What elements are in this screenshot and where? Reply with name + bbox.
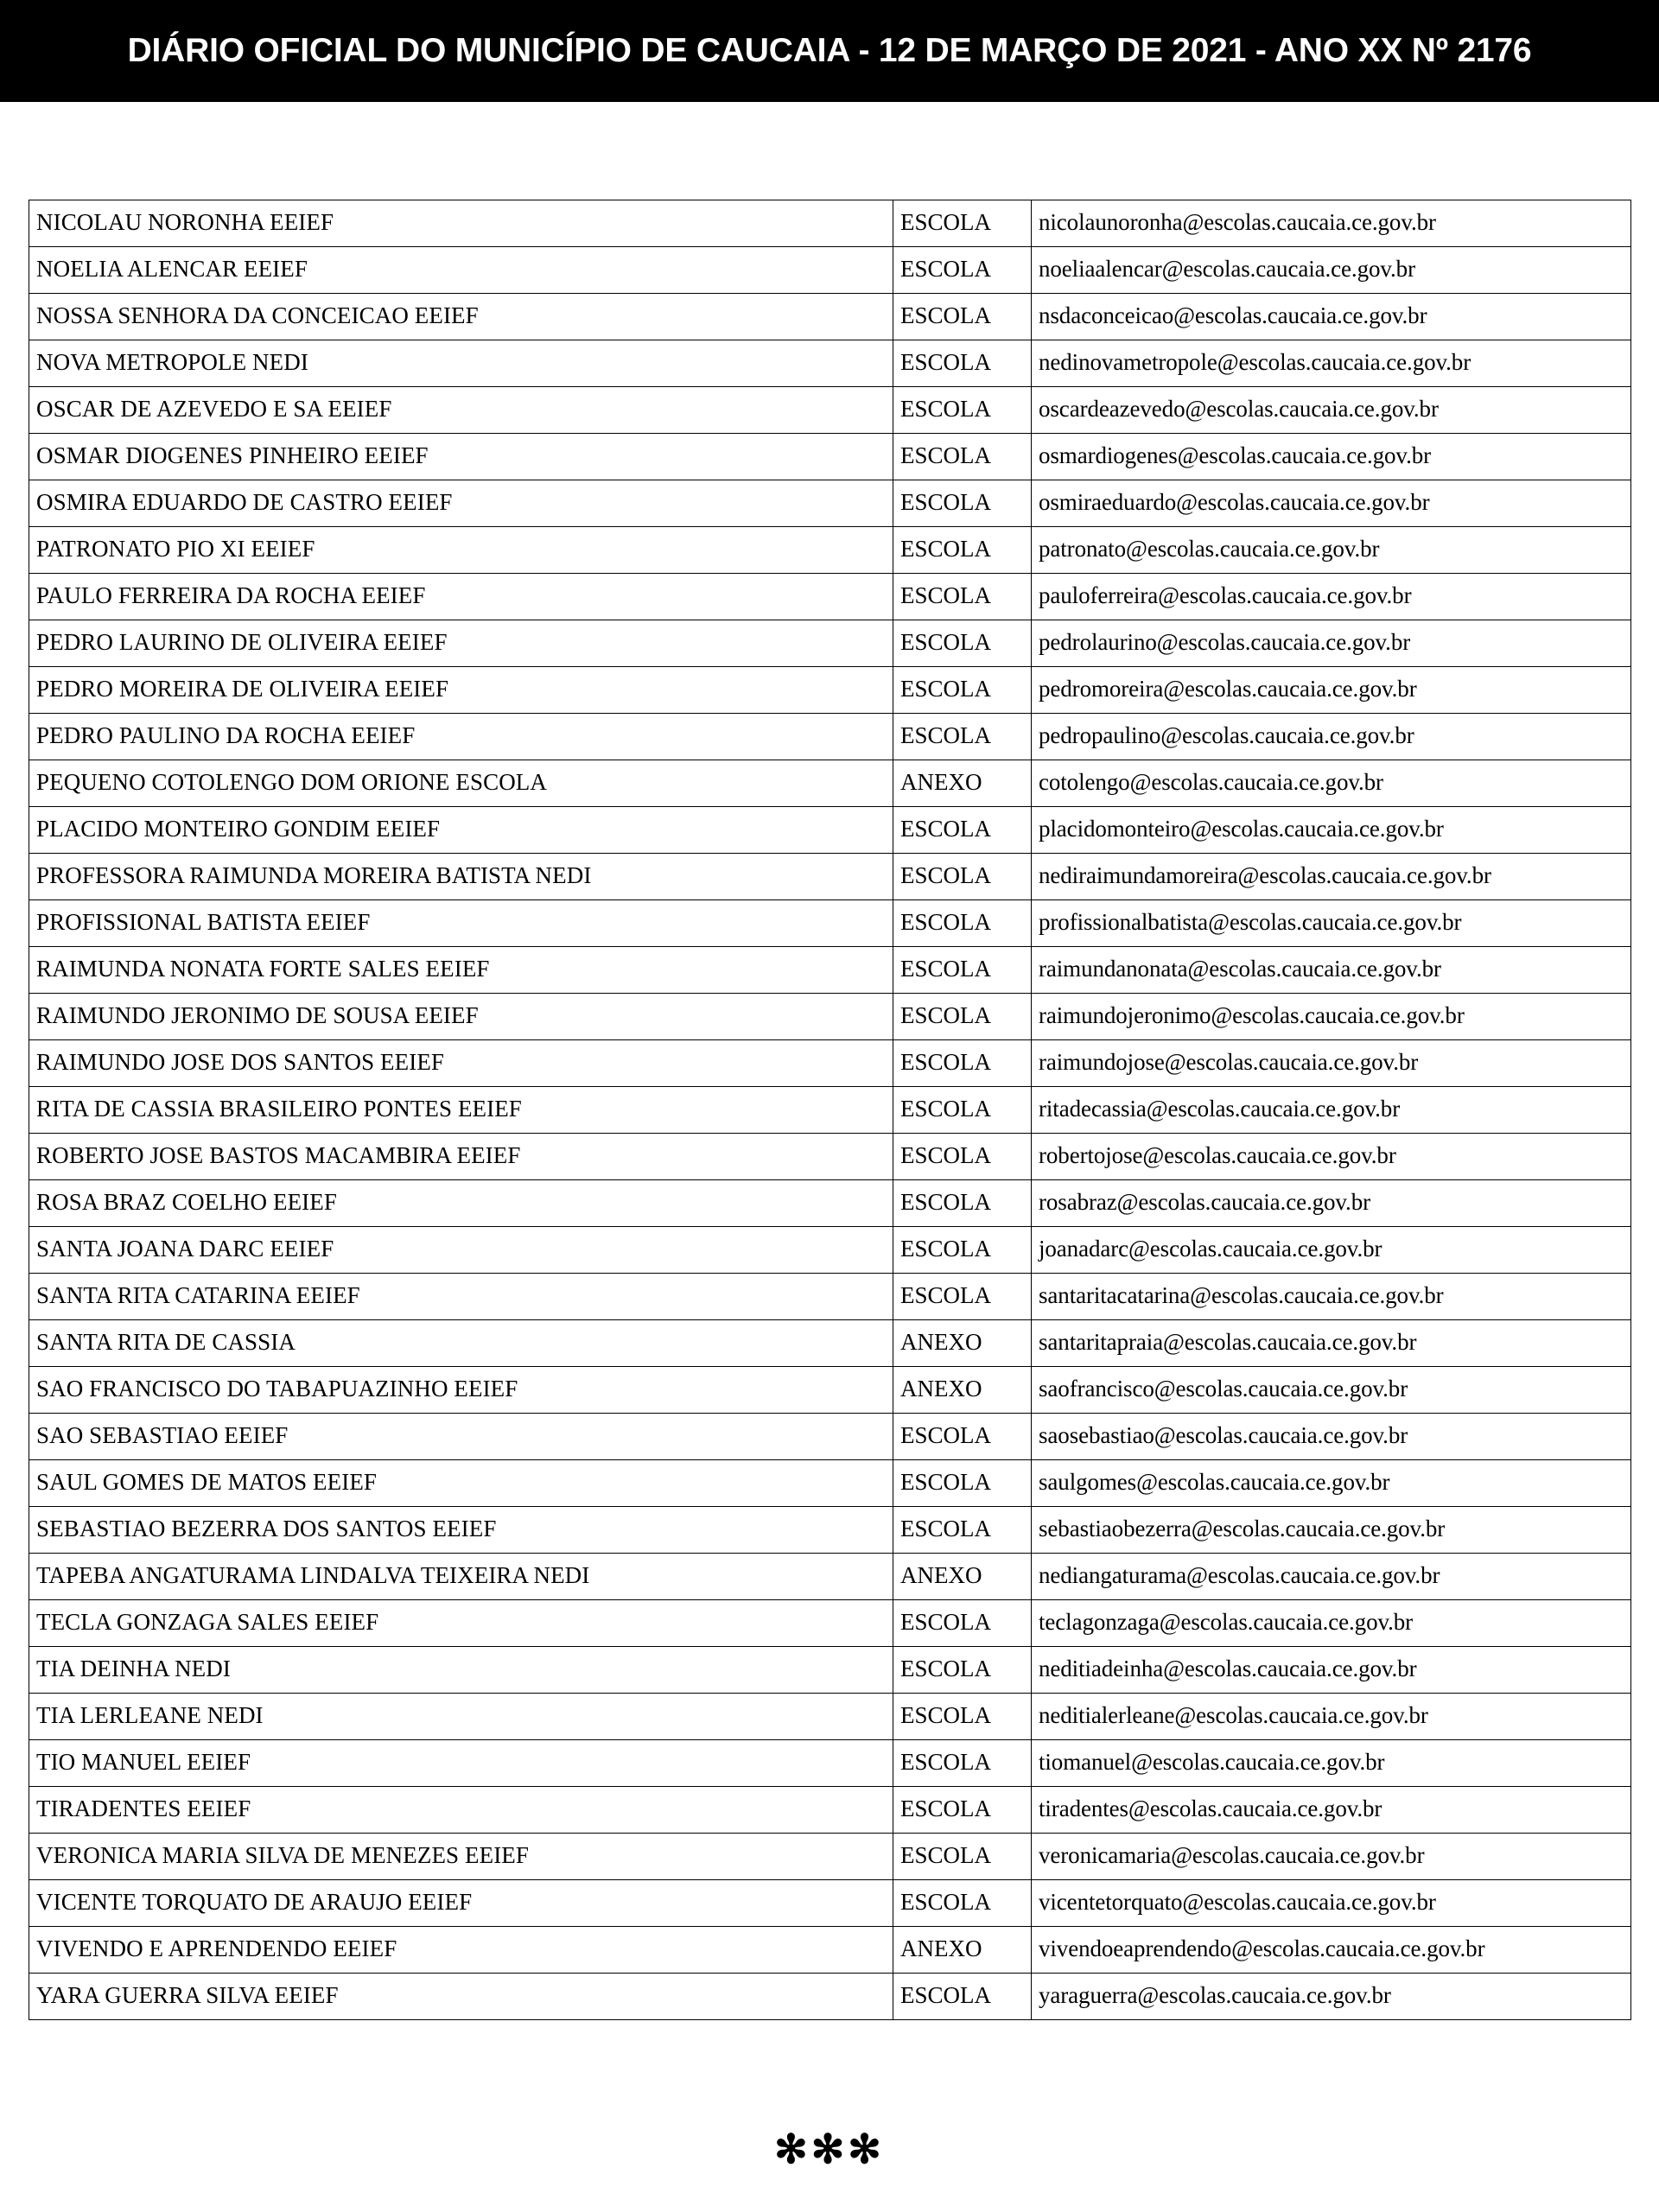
school-email-cell: rosabraz@escolas.caucaia.ce.gov.br: [1032, 1180, 1631, 1227]
table-row: [29, 1740, 1631, 1787]
table-row: [29, 1227, 1631, 1274]
table-row: [29, 480, 1631, 527]
table-row: [29, 807, 1631, 854]
school-name-cell: SAO FRANCISCO DO TABAPUAZINHO EEIEF: [29, 1367, 893, 1414]
school-email-cell: nicolaunoronha@escolas.caucaia.ce.gov.br: [1032, 200, 1631, 247]
school-email-cell: santaritapraia@escolas.caucaia.ce.gov.br: [1032, 1320, 1631, 1367]
school-email-cell: tiradentes@escolas.caucaia.ce.gov.br: [1032, 1787, 1631, 1834]
school-name-cell: TIA DEINHA NEDI: [29, 1647, 893, 1694]
school-name-cell: SEBASTIAO BEZERRA DOS SANTOS EEIEF: [29, 1507, 893, 1554]
table-row: [29, 247, 1631, 294]
table-row: [29, 1134, 1631, 1180]
school-email-cell: patronato@escolas.caucaia.ce.gov.br: [1032, 527, 1631, 574]
table-row: [29, 1367, 1631, 1414]
school-name-cell: PROFISSIONAL BATISTA EEIEF: [29, 900, 893, 947]
school-type-cell: ESCOLA: [893, 994, 1032, 1040]
school-email-cell: nedinovametropole@escolas.caucaia.ce.gov.br: [1032, 340, 1631, 387]
school-type-cell: ESCOLA: [893, 1694, 1032, 1740]
school-type-cell: ESCOLA: [893, 714, 1032, 760]
school-email-cell: pedrolaurino@escolas.caucaia.ce.gov.br: [1032, 620, 1631, 667]
table-row: [29, 1507, 1631, 1554]
school-name-cell: PEQUENO COTOLENGO DOM ORIONE ESCOLA: [29, 760, 893, 807]
school-type-cell: ESCOLA: [893, 247, 1032, 294]
school-name-cell: TECLA GONZAGA SALES EEIEF: [29, 1600, 893, 1647]
end-of-section-mark: ✻✻✻: [774, 2126, 885, 2171]
school-type-cell: ESCOLA: [893, 1087, 1032, 1134]
school-name-cell: PEDRO PAULINO DA ROCHA EEIEF: [29, 714, 893, 760]
school-name-cell: OSCAR DE AZEVEDO E SA EEIEF: [29, 387, 893, 434]
school-type-cell: ESCOLA: [893, 1414, 1032, 1460]
table-row: [29, 1320, 1631, 1367]
school-name-cell: SANTA RITA DE CASSIA: [29, 1320, 893, 1367]
school-name-cell: TAPEBA ANGATURAMA LINDALVA TEIXEIRA NEDI: [29, 1554, 893, 1600]
school-name-cell: PEDRO LAURINO DE OLIVEIRA EEIEF: [29, 620, 893, 667]
school-type-cell: ESCOLA: [893, 854, 1032, 900]
school-email-cell: ritadecassia@escolas.caucaia.ce.gov.br: [1032, 1087, 1631, 1134]
school-type-cell: ESCOLA: [893, 1880, 1032, 1927]
school-name-cell: PAULO FERREIRA DA ROCHA EEIEF: [29, 574, 893, 620]
school-type-cell: ESCOLA: [893, 1647, 1032, 1694]
school-email-cell: neditiadeinha@escolas.caucaia.ce.gov.br: [1032, 1647, 1631, 1694]
school-name-cell: RAIMUNDO JERONIMO DE SOUSA EEIEF: [29, 994, 893, 1040]
school-type-cell: ESCOLA: [893, 1227, 1032, 1274]
school-name-cell: PATRONATO PIO XI EEIEF: [29, 527, 893, 574]
school-type-cell: ESCOLA: [893, 1787, 1032, 1834]
table-row: [29, 1600, 1631, 1647]
school-type-cell: ESCOLA: [893, 340, 1032, 387]
school-email-cell: profissionalbatista@escolas.caucaia.ce.gov.br: [1032, 900, 1631, 947]
school-type-cell: ESCOLA: [893, 1040, 1032, 1087]
table-row: [29, 1694, 1631, 1740]
table-row: [29, 1180, 1631, 1227]
school-type-cell: ESCOLA: [893, 1180, 1032, 1227]
school-name-cell: NICOLAU NORONHA EEIEF: [29, 200, 893, 247]
school-type-cell: ANEXO: [893, 1320, 1032, 1367]
school-name-cell: NOVA METROPOLE NEDI: [29, 340, 893, 387]
school-type-cell: ESCOLA: [893, 1600, 1032, 1647]
school-type-cell: ESCOLA: [893, 574, 1032, 620]
table-row: [29, 1554, 1631, 1600]
school-email-cell: sebastiaobezerra@escolas.caucaia.ce.gov.br: [1032, 1507, 1631, 1554]
school-name-cell: TIRADENTES EEIEF: [29, 1787, 893, 1834]
table-row: [29, 994, 1631, 1040]
school-name-cell: YARA GUERRA SILVA EEIEF: [29, 1974, 893, 2020]
table-row: [29, 340, 1631, 387]
table-row: [29, 620, 1631, 667]
school-email-cell: nsdaconceicao@escolas.caucaia.ce.gov.br: [1032, 294, 1631, 340]
school-name-cell: VERONICA MARIA SILVA DE MENEZES EEIEF: [29, 1834, 893, 1880]
school-name-cell: TIO MANUEL EEIEF: [29, 1740, 893, 1787]
school-email-cell: raimundojeronimo@escolas.caucaia.ce.gov.br: [1032, 994, 1631, 1040]
school-name-cell: OSMAR DIOGENES PINHEIRO EEIEF: [29, 434, 893, 480]
top-spacer: [0, 102, 1659, 200]
school-type-cell: ESCOLA: [893, 667, 1032, 714]
table-row: [29, 1460, 1631, 1507]
table-row: [29, 760, 1631, 807]
table-row: [29, 1880, 1631, 1927]
school-name-cell: SAUL GOMES DE MATOS EEIEF: [29, 1460, 893, 1507]
school-name-cell: RAIMUNDA NONATA FORTE SALES EEIEF: [29, 947, 893, 994]
school-type-cell: ESCOLA: [893, 620, 1032, 667]
school-email-cell: nediraimundamoreira@escolas.caucaia.ce.gov.br: [1032, 854, 1631, 900]
school-email-cell: pauloferreira@escolas.caucaia.ce.gov.br: [1032, 574, 1631, 620]
document-content: [0, 200, 1659, 2172]
school-name-cell: PLACIDO MONTEIRO GONDIM EEIEF: [29, 807, 893, 854]
masthead-title: DIÁRIO OFICIAL DO MUNICÍPIO DE CAUCAIA - 12 DE MARÇO DE 2021 - ANO XX Nº 2176: [127, 32, 1532, 69]
school-type-cell: ESCOLA: [893, 434, 1032, 480]
school-type-cell: ESCOLA: [893, 480, 1032, 527]
school-email-cell: robertojose@escolas.caucaia.ce.gov.br: [1032, 1134, 1631, 1180]
school-email-cell: saulgomes@escolas.caucaia.ce.gov.br: [1032, 1460, 1631, 1507]
schools-table: [29, 200, 1631, 2020]
school-type-cell: ANEXO: [893, 1367, 1032, 1414]
table-row: [29, 1974, 1631, 2020]
table-row: [29, 1274, 1631, 1320]
school-email-cell: vicentetorquato@escolas.caucaia.ce.gov.br: [1032, 1880, 1631, 1927]
school-type-cell: ESCOLA: [893, 900, 1032, 947]
school-name-cell: TIA LERLEANE NEDI: [29, 1694, 893, 1740]
school-type-cell: ESCOLA: [893, 1134, 1032, 1180]
school-type-cell: ESCOLA: [893, 200, 1032, 247]
school-email-cell: joanadarc@escolas.caucaia.ce.gov.br: [1032, 1227, 1631, 1274]
table-row: [29, 1927, 1631, 1974]
table-row: [29, 200, 1631, 247]
school-name-cell: PEDRO MOREIRA DE OLIVEIRA EEIEF: [29, 667, 893, 714]
school-type-cell: ESCOLA: [893, 1974, 1032, 2020]
school-type-cell: ESCOLA: [893, 947, 1032, 994]
school-type-cell: ESCOLA: [893, 1834, 1032, 1880]
school-name-cell: NOELIA ALENCAR EEIEF: [29, 247, 893, 294]
school-name-cell: OSMIRA EDUARDO DE CASTRO EEIEF: [29, 480, 893, 527]
school-name-cell: VIVENDO E APRENDENDO EEIEF: [29, 1927, 893, 1974]
table-row: [29, 1040, 1631, 1087]
table-row: [29, 1414, 1631, 1460]
table-row: [29, 387, 1631, 434]
school-email-cell: pedromoreira@escolas.caucaia.ce.gov.br: [1032, 667, 1631, 714]
table-row: [29, 434, 1631, 480]
school-email-cell: vivendoeaprendendo@escolas.caucaia.ce.gov.br: [1032, 1927, 1631, 1974]
school-name-cell: ROBERTO JOSE BASTOS MACAMBIRA EEIEF: [29, 1134, 893, 1180]
school-name-cell: NOSSA SENHORA DA CONCEICAO EEIEF: [29, 294, 893, 340]
school-email-cell: nediangaturama@escolas.caucaia.ce.gov.br: [1032, 1554, 1631, 1600]
table-row: [29, 1087, 1631, 1134]
table-row: [29, 294, 1631, 340]
school-name-cell: SAO SEBASTIAO EEIEF: [29, 1414, 893, 1460]
table-row: [29, 574, 1631, 620]
table-row: [29, 1787, 1631, 1834]
school-name-cell: ROSA BRAZ COELHO EEIEF: [29, 1180, 893, 1227]
school-email-cell: noeliaalencar@escolas.caucaia.ce.gov.br: [1032, 247, 1631, 294]
school-name-cell: PROFESSORA RAIMUNDA MOREIRA BATISTA NEDI: [29, 854, 893, 900]
school-email-cell: saofrancisco@escolas.caucaia.ce.gov.br: [1032, 1367, 1631, 1414]
school-type-cell: ESCOLA: [893, 527, 1032, 574]
table-row: [29, 667, 1631, 714]
school-type-cell: ANEXO: [893, 1927, 1032, 1974]
school-email-cell: saosebastiao@escolas.caucaia.ce.gov.br: [1032, 1414, 1631, 1460]
school-type-cell: ESCOLA: [893, 1460, 1032, 1507]
school-name-cell: VICENTE TORQUATO DE ARAUJO EEIEF: [29, 1880, 893, 1927]
table-row: [29, 1647, 1631, 1694]
school-name-cell: RITA DE CASSIA BRASILEIRO PONTES EEIEF: [29, 1087, 893, 1134]
school-email-cell: teclagonzaga@escolas.caucaia.ce.gov.br: [1032, 1600, 1631, 1647]
school-email-cell: yaraguerra@escolas.caucaia.ce.gov.br: [1032, 1974, 1631, 2020]
school-email-cell: osmiraeduardo@escolas.caucaia.ce.gov.br: [1032, 480, 1631, 527]
school-type-cell: ESCOLA: [893, 294, 1032, 340]
school-type-cell: ANEXO: [893, 760, 1032, 807]
table-row: [29, 947, 1631, 994]
school-type-cell: ESCOLA: [893, 387, 1032, 434]
school-email-cell: santaritacatarina@escolas.caucaia.ce.gov.br: [1032, 1274, 1631, 1320]
masthead-banner: [0, 0, 1659, 102]
table-row: [29, 714, 1631, 760]
school-email-cell: raimundojose@escolas.caucaia.ce.gov.br: [1032, 1040, 1631, 1087]
school-email-cell: oscardeazevedo@escolas.caucaia.ce.gov.br: [1032, 387, 1631, 434]
school-type-cell: ESCOLA: [893, 1507, 1032, 1554]
school-type-cell: ESCOLA: [893, 807, 1032, 854]
school-name-cell: SANTA RITA CATARINA EEIEF: [29, 1274, 893, 1320]
school-email-cell: raimundanonata@escolas.caucaia.ce.gov.br: [1032, 947, 1631, 994]
school-email-cell: placidomonteiro@escolas.caucaia.ce.gov.br: [1032, 807, 1631, 854]
school-type-cell: ANEXO: [893, 1554, 1032, 1600]
school-name-cell: SANTA JOANA DARC EEIEF: [29, 1227, 893, 1274]
school-type-cell: ESCOLA: [893, 1740, 1032, 1787]
table-row: [29, 854, 1631, 900]
table-row: [29, 1834, 1631, 1880]
school-type-cell: ESCOLA: [893, 1274, 1032, 1320]
school-email-cell: osmardiogenes@escolas.caucaia.ce.gov.br: [1032, 434, 1631, 480]
school-email-cell: veronicamaria@escolas.caucaia.ce.gov.br: [1032, 1834, 1631, 1880]
school-email-cell: pedropaulino@escolas.caucaia.ce.gov.br: [1032, 714, 1631, 760]
school-email-cell: neditialerleane@escolas.caucaia.ce.gov.br: [1032, 1694, 1631, 1740]
school-email-cell: tiomanuel@escolas.caucaia.ce.gov.br: [1032, 1740, 1631, 1787]
table-row: [29, 900, 1631, 947]
school-email-cell: cotolengo@escolas.caucaia.ce.gov.br: [1032, 760, 1631, 807]
schools-table-body: [29, 200, 1631, 2020]
table-row: [29, 527, 1631, 574]
school-name-cell: RAIMUNDO JOSE DOS SANTOS EEIEF: [29, 1040, 893, 1087]
